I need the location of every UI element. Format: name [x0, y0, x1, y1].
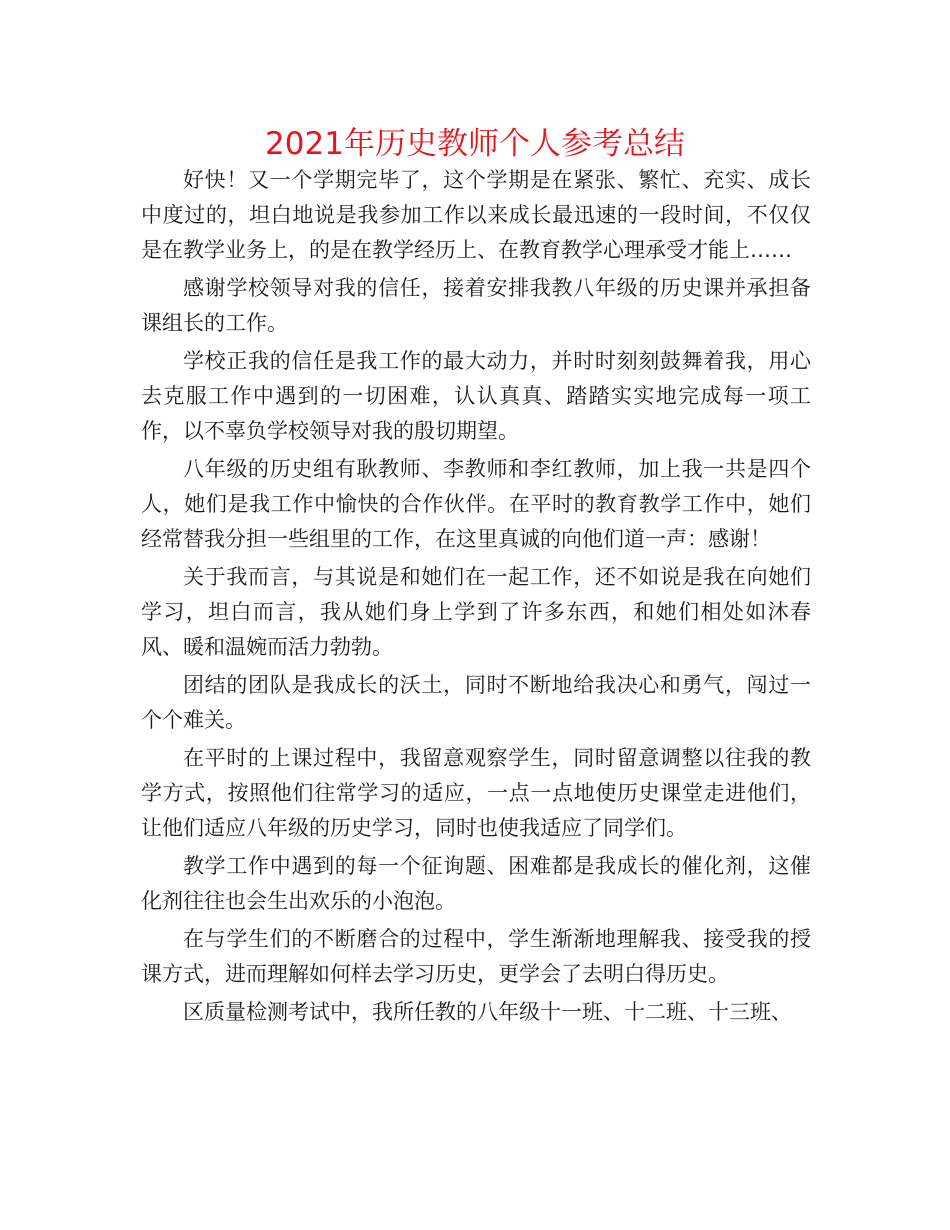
- document-title: 2021年历史教师个人参考总结: [265, 126, 685, 162]
- paragraph: 关于我而言，与其说是和她们在一起工作，还不如说是我在向她们学习，坦白而言，我从她们身上学到了许多东西，和她们相处如沐春风、暖和温婉而活力勃勃。: [141, 565, 811, 659]
- paragraph: 学校正我的信任是我工作的最大动力，并时时刻刻鼓舞着我，用心去克服工作中遇到的一切困难，认认真真、踏踏实实地完成每一项工作，以不辜负学校领导对我的殷切期望。: [141, 349, 811, 443]
- paragraph: 感谢学校领导对我的信任，接着安排我教八年级的历史课并承担备课组长的工作。: [141, 276, 811, 335]
- paragraph: 在平时的上课过程中，我留意观察学生，同时留意调整以往我的教学方式，按照他们往常学习的适应，一点一点地使历史课堂走进他们，让他们适应八年级的历史学习，同时也使我适应了同学们。: [141, 746, 811, 840]
- paragraph: 教学工作中遇到的每一个征询题、困难都是我成长的催化剂，这催化剂往往也会生出欢乐的小泡泡。: [141, 854, 811, 913]
- paragraph: 在与学生们的不断磨合的过程中，学生渐渐地理解我、接受我的授课方式，进而理解如何样去学习历史，更学会了去明白得历史。: [141, 927, 811, 986]
- document-body: [141, 163, 811, 1033]
- paragraph: 团结的团队是我成长的沃土，同时不断地给我决心和勇气，闯过一个个难关。: [141, 673, 811, 732]
- paragraph: 区质量检测考试中，我所任教的八年级十一班、十二班、十三班、: [183, 1000, 792, 1024]
- paragraph: 八年级的历史组有耿教师、李教师和李红教师，加上我一共是四个人，她们是我工作中愉快的合作伙伴。在平时的教育教学工作中，她们经常替我分担一些组里的工作，在这里真诚的向他们道一声：感谢！: [141, 457, 811, 551]
- paragraph: 好快！又一个学期完毕了，这个学期是在紧张、繁忙、充实、成长中度过的，坦白地说是我参加工作以来成长最迅速的一段时间，不仅仅是在教学业务上，的是在教学经历上、在教育教学心理承受才能上……: [141, 168, 811, 262]
